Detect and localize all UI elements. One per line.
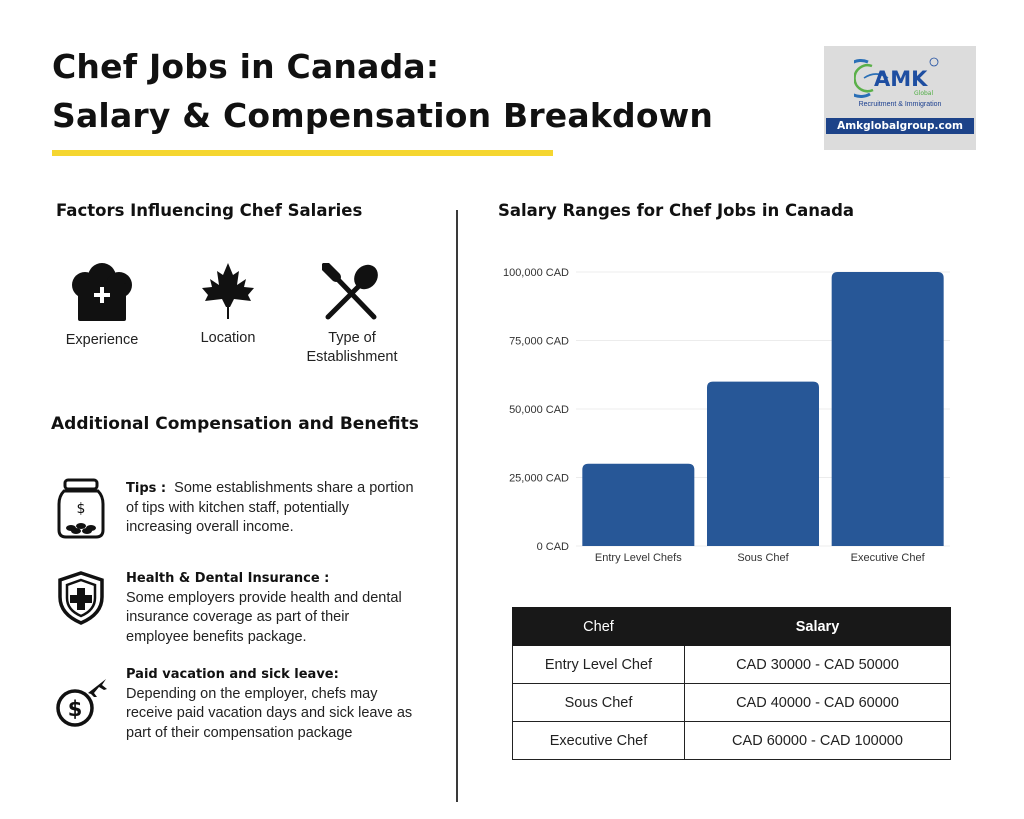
factor-label: Location xyxy=(200,330,256,346)
benefit-vacation xyxy=(126,665,416,743)
bar xyxy=(707,382,819,546)
table-cell-role: Executive Chef xyxy=(513,722,685,760)
x-tick-label: Executive Chef xyxy=(850,552,925,564)
logo-tagline: Recruitment & Immigration xyxy=(858,101,942,108)
amk-globe-icon xyxy=(854,56,940,100)
factor-label-line1: Type of xyxy=(328,330,376,346)
chef-hat-icon xyxy=(69,263,135,323)
chart-title: Salary Ranges for Chef Jobs in Canada xyxy=(498,201,855,220)
benefit-text: Some employers provide health and dental insurance coverage as part of their employee benefits package. xyxy=(126,589,402,645)
table-cell-salary: CAD 40000 - CAD 60000 xyxy=(685,684,951,722)
table-row xyxy=(513,684,951,722)
title-line-1: Chef Jobs in Canada: xyxy=(52,47,440,86)
benefit-title: Tips : xyxy=(126,481,167,496)
table-header-row xyxy=(513,608,951,646)
y-tick-label: 0 CAD xyxy=(536,541,569,553)
factor-label-line2: Establishment xyxy=(306,349,398,365)
factor-establishment xyxy=(296,263,408,367)
table-row xyxy=(513,646,951,684)
benefit-title: Health & Dental Insurance : xyxy=(126,571,330,586)
utensils-icon xyxy=(322,263,382,321)
y-tick-label: 100,000 CAD xyxy=(502,267,569,279)
logo-brand: AMK xyxy=(874,67,928,91)
benefit-health xyxy=(126,569,416,647)
y-tick-label: 75,000 CAD xyxy=(509,335,569,348)
benefits-heading: Additional Compensation and Benefits xyxy=(51,414,419,434)
factor-label: Experience xyxy=(65,332,139,348)
table-cell-role: Sous Chef xyxy=(513,684,685,722)
money-plane-icon xyxy=(54,677,108,729)
table-row xyxy=(513,722,951,760)
benefit-title: Paid vacation and sick leave: xyxy=(126,667,339,682)
logo-url[interactable]: Amkglobalgroup.com xyxy=(826,118,974,134)
y-tick-label: 25,000 CAD xyxy=(509,472,569,485)
amk-logo[interactable] xyxy=(824,46,976,150)
table-cell-role: Entry Level Chef xyxy=(513,646,685,684)
table-cell-salary: CAD 30000 - CAD 50000 xyxy=(685,646,951,684)
table-header-chef: Chef xyxy=(513,608,685,646)
tip-jar-icon xyxy=(56,478,106,540)
salary-table xyxy=(512,607,951,760)
health-shield-icon xyxy=(56,571,106,625)
title-line-2: Salary & Compensation Breakdown xyxy=(52,96,714,135)
factor-location xyxy=(178,261,278,348)
svg-text:$: $ xyxy=(67,697,83,721)
bar xyxy=(582,464,694,546)
maple-leaf-icon xyxy=(198,261,258,321)
benefit-text: Depending on the employer, chefs may receive paid vacation days and sick leave as part of their compensation package xyxy=(126,685,413,741)
table-cell-salary: CAD 60000 - CAD 100000 xyxy=(685,722,951,760)
y-tick-label: 50,000 CAD xyxy=(509,404,569,416)
salary-bar-chart xyxy=(480,250,960,580)
x-tick-label: Sous Chef xyxy=(737,552,789,564)
table-header-salary: Salary xyxy=(685,608,951,646)
svg-text:$: $ xyxy=(76,501,86,517)
benefit-tips xyxy=(126,479,416,538)
benefit-text-rest: portion of tips with kitchen staff, potentially increasing overall income. xyxy=(126,480,414,535)
logo-sub: Global xyxy=(914,90,934,97)
benefit-text-inline: Some establishments share a xyxy=(174,480,366,496)
column-divider xyxy=(456,210,458,802)
bar xyxy=(832,272,944,546)
factor-experience xyxy=(52,263,152,350)
x-tick-label: Entry Level Chefs xyxy=(594,552,682,564)
title-underline xyxy=(52,150,553,156)
factors-heading: Factors Influencing Chef Salaries xyxy=(56,201,363,220)
